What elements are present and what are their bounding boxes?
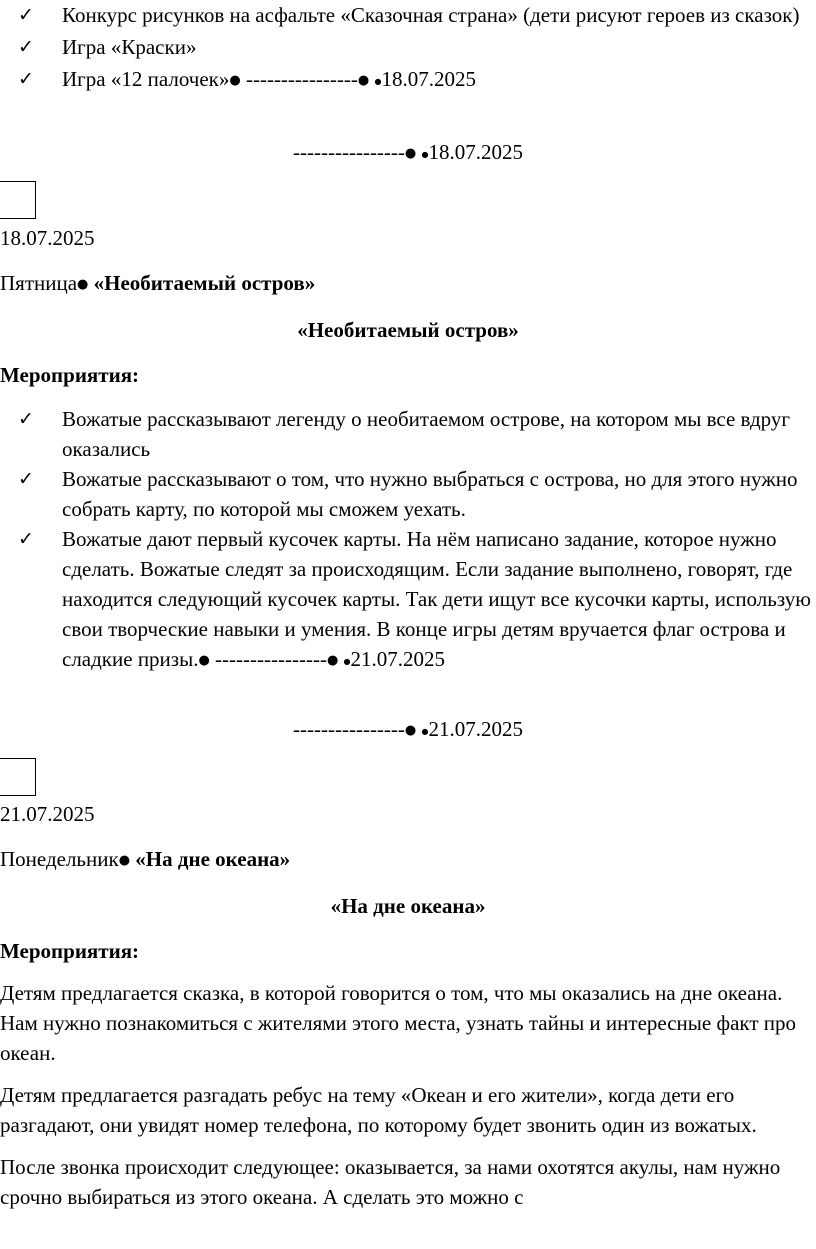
- check-icon: ✓: [18, 408, 34, 430]
- bullet-dot-icon: ●: [198, 653, 210, 668]
- bullet-dot-icon: ●: [326, 653, 339, 668]
- check-icon: ✓: [18, 528, 34, 550]
- check-icon: ✓: [18, 4, 34, 26]
- separator-line: ----------------● ●21.07.2025: [293, 717, 523, 741]
- section3: [0, 799, 816, 1224]
- bullet-dot-icon: ●: [421, 727, 429, 736]
- check-icon: ✓: [18, 68, 34, 90]
- list-item: ✓ Вожатые рассказывают о том, что нужно выбраться с острова, но для этого нужно собрать карту, по которой мы сможем уехать.: [0, 464, 816, 524]
- check-icon: ✓: [18, 36, 34, 58]
- events-label: Мероприятия:: [0, 363, 140, 387]
- list-item: ✓ Конкурс рисунков на асфальте «Сказочная страна» (дети рисуют героев из сказок): [0, 0, 816, 30]
- paragraph: Детям предлагается сказка, в которой говорится о том, что мы оказались на дне океана. Нам нужно познакомиться с жителями этого места, узнать тайны и интересные факт про океан.: [0, 981, 796, 1065]
- events-label: Мероприятия:: [0, 939, 140, 963]
- separator-line: ----------------● ●18.07.2025: [293, 140, 523, 164]
- list-item: ✓ Игра «12 палочек»● ----------------● ●18.07.2025: [0, 64, 816, 97]
- bullet-dot-icon: ●: [374, 77, 382, 86]
- list-item: ✓ Вожатые рассказывают легенду о необитаемом острове, на котором мы все вдруг оказались: [0, 404, 816, 464]
- section-title: «На дне океана»: [330, 894, 486, 918]
- section-title: «Необитаемый остров»: [297, 318, 519, 342]
- empty-box: [0, 758, 36, 796]
- check-icon: ✓: [18, 468, 34, 490]
- day-line: Пятница● «Необитаемый остров»: [0, 271, 316, 295]
- bullet-dot-icon: ●: [229, 73, 241, 88]
- bullet-dot-icon: ●: [343, 657, 351, 666]
- section2: [0, 223, 816, 677]
- bullet-dot-icon: ●: [404, 723, 417, 738]
- section1-checklist: [0, 0, 816, 97]
- section-date: 18.07.2025: [0, 226, 95, 250]
- bullet-dot-icon: ●: [118, 853, 131, 868]
- list-item: ✓ Игра «Краски»: [0, 32, 816, 62]
- bullet-dot-icon: ●: [357, 73, 370, 88]
- day-line: Понедельник● «На дне океана»: [0, 847, 291, 871]
- paragraph: После звонка происходит следующее: оказывается, за нами охотятся акулы, нам нужно срочно выбираться из этого океана. А сделать это можно с: [0, 1155, 781, 1209]
- section1: [0, 0, 816, 97]
- section2-checklist: [0, 404, 816, 677]
- bullet-dot-icon: ●: [421, 150, 429, 159]
- paragraph: Детям предлагается разгадать ребус на тему «Океан и его жители», когда дети его разгадают, они увидят номер телефона, по которому будет звонить один из вожатых.: [0, 1083, 757, 1137]
- section-date: 21.07.2025: [0, 802, 95, 826]
- bullet-dot-icon: ●: [404, 146, 417, 161]
- empty-box: [0, 181, 36, 219]
- bullet-dot-icon: ●: [77, 277, 89, 292]
- list-item: ✓ Вожатые дают первый кусочек карты. На нём написано задание, которое нужно сделать. Вожатые следят за происходящим. Если задание выполнено, говорят, где находится следующий кусочек карты. Так дети ищут все кусочки карты, использую свои творческие навыки и умения. В конце игры детям вручается флаг острова и сладкие призы.● ----------------● ●21.07.2025: [0, 524, 816, 677]
